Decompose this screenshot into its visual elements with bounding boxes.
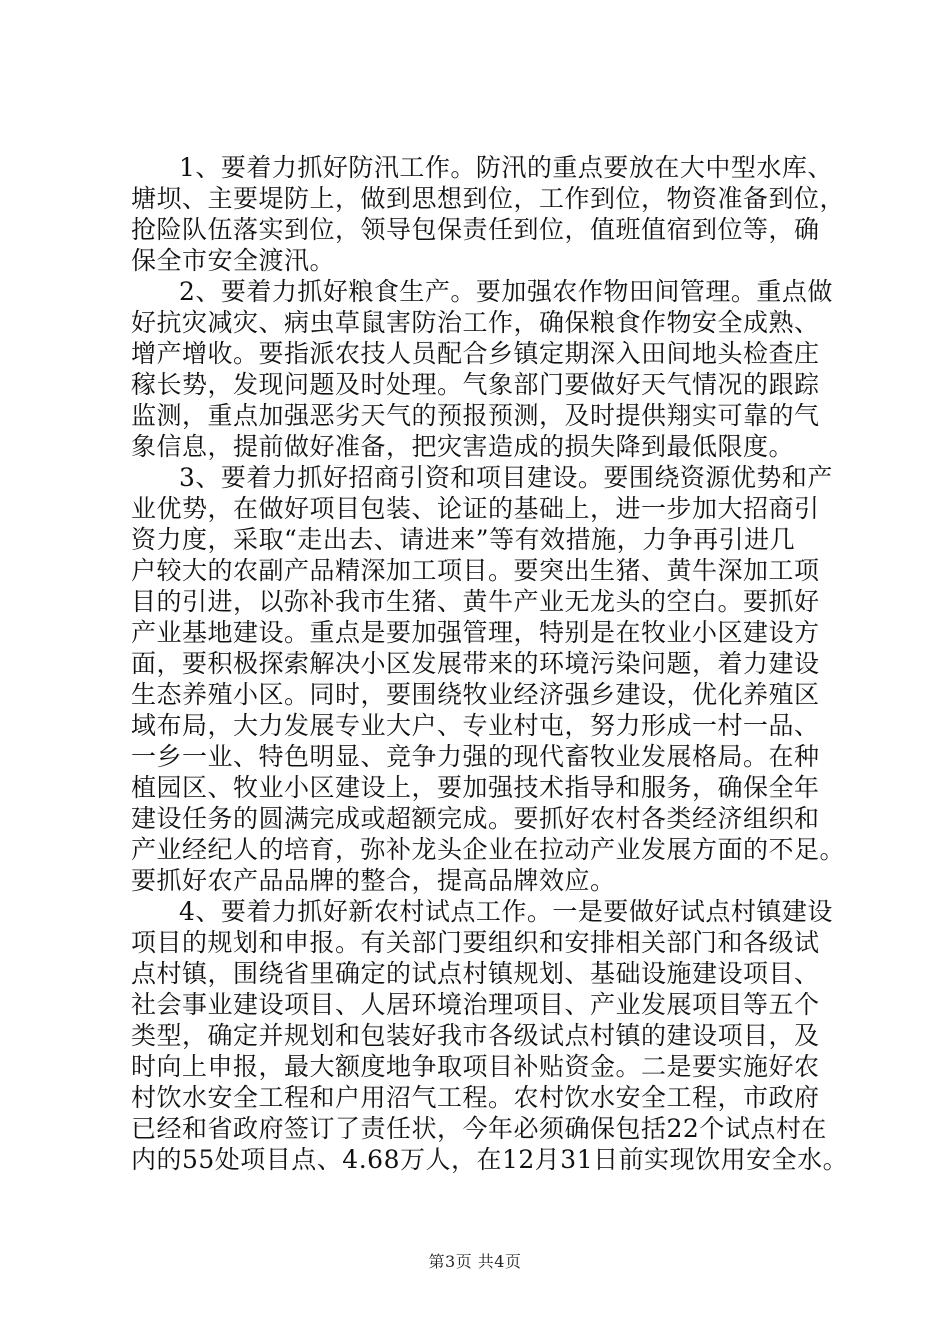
text-line: 内的55处项目点、4.68万人，在12月31日前实现饮用安全水。 [131, 1145, 849, 1174]
text-line: 抢险队伍落实到位，领导包保责任到位，值班值宿到位等，确 [131, 215, 820, 244]
text-line: 建设任务的圆满完成或超额完成。要抓好农村各类经济组织和 [131, 804, 820, 833]
text-line: 生态养殖小区。同时，要围绕牧业经济强乡建设，优化养殖区 [131, 680, 820, 709]
text-line: 时向上申报，最大额度地争取项目补贴资金。二是要实施好农 [131, 1052, 820, 1081]
text-line: 增产增收。要指派农技人员配合乡镇定期深入田间地头检查庄 [131, 339, 820, 368]
text-line: 象信息，提前做好准备，把灾害造成的损失降到最低限度。 [131, 432, 795, 461]
text-line: 业优势，在做好项目包装、论证的基础上，进一步加大招商引 [131, 494, 820, 523]
text-line: 一乡一业、特色明显、竞争力强的现代畜牧业发展格局。在种 [131, 742, 820, 771]
text-line: 2、要着力抓好粮食生产。要加强农作物田间管理。重点做 [179, 277, 833, 306]
text-line: 稼长势，发现问题及时处理。气象部门要做好天气情况的跟踪 [131, 370, 820, 399]
text-line: 3、要着力抓好招商引资和项目建设。要围绕资源优势和产 [179, 463, 833, 492]
paragraph-grain-production [131, 276, 831, 462]
text-line: 点村镇，围绕省里确定的试点村镇规划、基础设施建设项目、 [131, 959, 820, 988]
text-line: 面，要积极探索解决小区发展带来的环境污染问题，着力建设 [131, 649, 820, 678]
text-line: 保全市安全渡汛。 [131, 246, 336, 275]
text-line: 域布局，大力发展专业大户、专业村屯，努力形成一村一品、 [131, 711, 820, 740]
text-line: 村饮水安全工程和户用沼气工程。农村饮水安全工程，市政府 [131, 1083, 820, 1112]
text-line: 植园区、牧业小区建设上，要加强技术指导和服务，确保全年 [131, 773, 820, 802]
text-line: 监测，重点加强恶劣天气的预报预测，及时提供翔实可靠的气 [131, 401, 820, 430]
text-line: 户较大的农副产品精深加工项目。要突出生猪、黄牛深加工项 [131, 556, 820, 585]
paragraph-investment-projects [131, 462, 846, 896]
text-line: 好抗灾减灾、病虫草鼠害防治工作，确保粮食作物安全成熟、 [131, 308, 820, 337]
paragraph-flood-control [131, 152, 846, 276]
text-line: 项目的规划和申报。有关部门要组织和安排相关部门和各级试 [131, 928, 820, 957]
text-line: 4、要着力抓好新农村试点工作。一是要做好试点村镇建设 [179, 897, 833, 926]
text-line: 产业基地建设。重点是要加强管理，特别是在牧业小区建设方 [131, 618, 820, 647]
text-line: 1、要着力抓好防汛工作。防汛的重点要放在大中型水库、 [179, 153, 833, 182]
text-line: 塘坝、主要堤防上，做到思想到位，工作到位，物资准备到位， [131, 184, 846, 213]
text-line: 目的引进，以弥补我市生猪、黄牛产业无龙头的空白。要抓好 [131, 587, 820, 616]
document-body [131, 152, 849, 1175]
text-line: 资力度，采取“走出去、请进来”等有效措施，力争再引进几 [131, 525, 796, 554]
text-line: 类型，确定并规划和包装好我市各级试点村镇的建设项目，及 [131, 1021, 820, 1050]
page-number-footer: 第3页 共4页 [428, 1252, 522, 1271]
text-line: 要抓好农产品品牌的整合，提高品牌效应。 [131, 866, 616, 895]
text-line: 已经和省政府签订了责任状，今年必须确保包括22个试点村在 [131, 1114, 827, 1143]
text-line: 产业经纪人的培育，弥补龙头企业在拉动产业发展方面的不足。 [131, 835, 846, 864]
text-line: 社会事业建设项目、人居环境治理项目、产业发展项目等五个 [131, 990, 820, 1019]
paragraph-new-village-pilot [131, 896, 849, 1175]
